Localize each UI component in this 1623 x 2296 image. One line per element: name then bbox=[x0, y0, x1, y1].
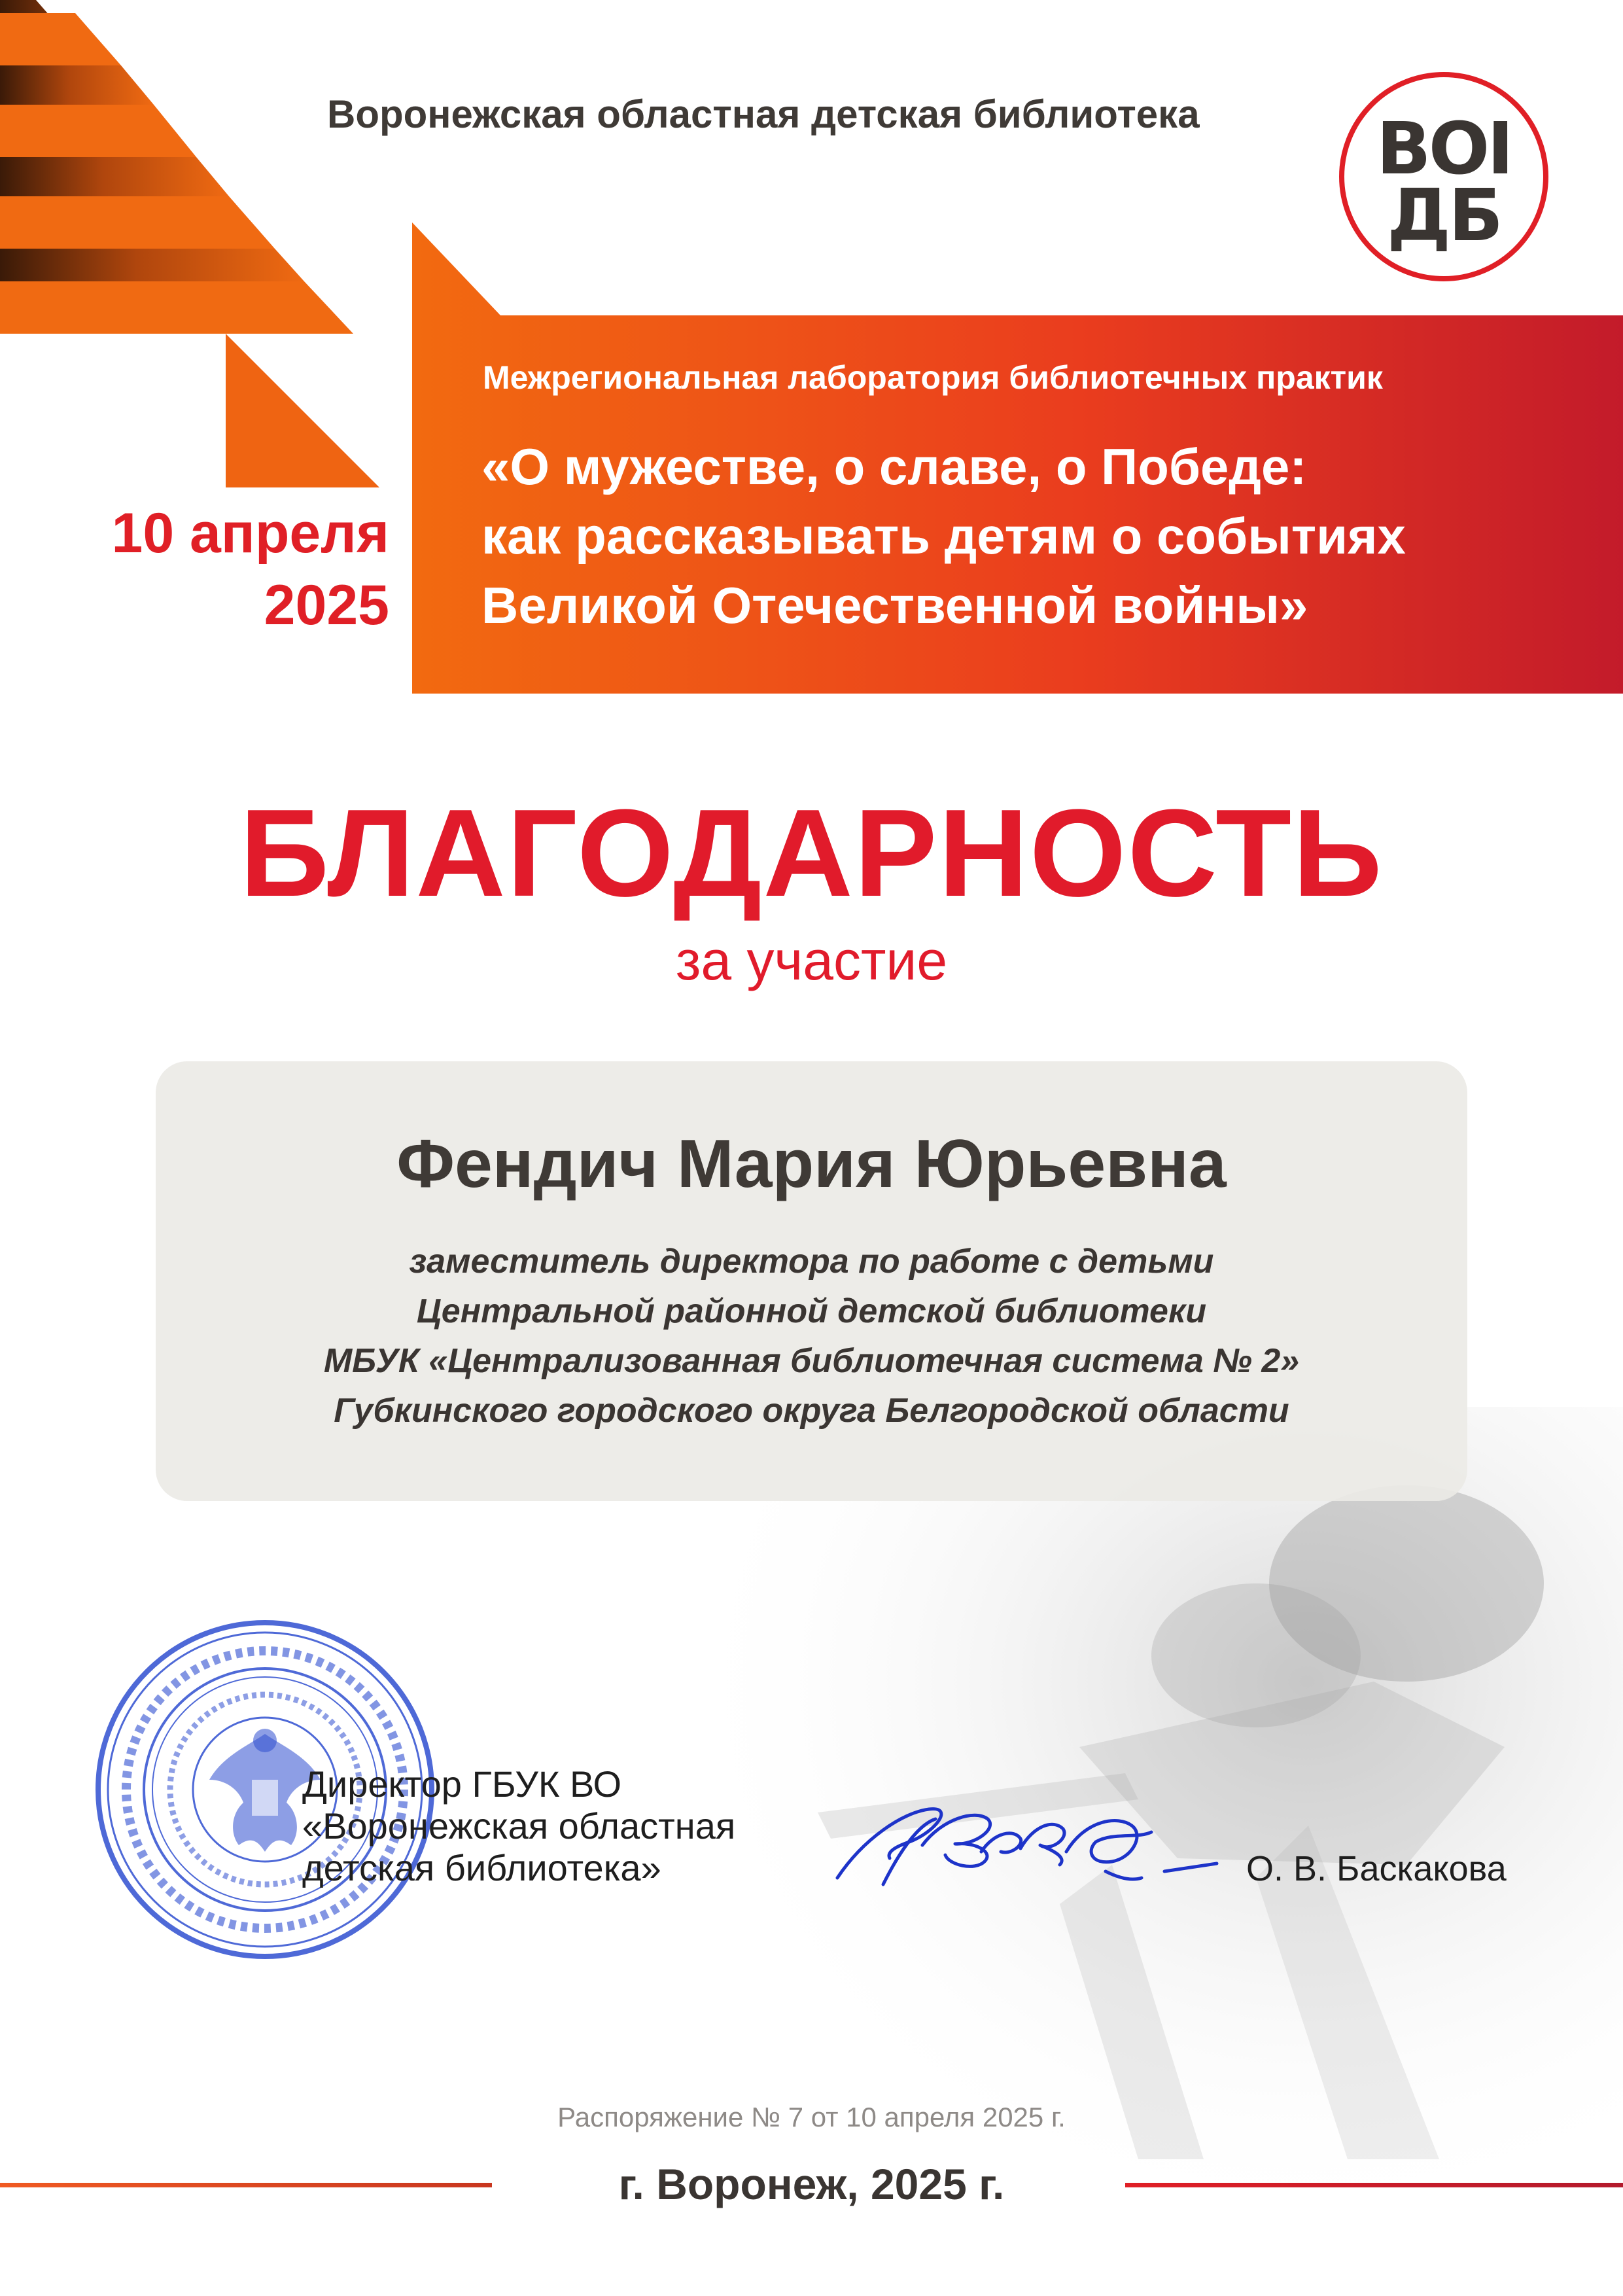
city-year: г. Воронеж, 2025 г. bbox=[618, 2160, 1005, 2208]
recipient-position bbox=[156, 1237, 1467, 1436]
signatory-name: О. В. Баскакова bbox=[1246, 1849, 1507, 1888]
position-line: заместитель директора по работе с детьми bbox=[409, 1243, 1214, 1280]
event-date bbox=[39, 497, 389, 641]
logo-top-letters: ВОI bbox=[1376, 107, 1512, 190]
event-title-line: «О мужестве, о славе, о Победе: bbox=[481, 438, 1307, 495]
lab-title: Межрегиональная лаборатория библиотечных практик bbox=[483, 359, 1383, 396]
event-title-line: как рассказывать детям о событиях bbox=[481, 507, 1406, 565]
signatory-title-line: Директор ГБУК ВО bbox=[302, 1763, 622, 1805]
signatory-title-line: детская библиотека» bbox=[302, 1847, 661, 1888]
handwritten-signature bbox=[824, 1780, 1230, 1911]
decree-reference: Распоряжение № 7 от 10 апреля 2025 г. bbox=[557, 2102, 1066, 2132]
position-line: Губкинского городского округа Белгородской области bbox=[334, 1392, 1289, 1430]
certificate-subheading: за участие bbox=[675, 930, 948, 991]
logo-bottom-letters: ДБ bbox=[1387, 173, 1501, 257]
st-george-ribbon-graphic bbox=[0, 0, 393, 497]
position-line: МБУК «Централизованная библиотечная система № 2» bbox=[323, 1342, 1300, 1380]
recipient-name: Фендич Мария Юрьевна bbox=[396, 1126, 1227, 1202]
event-title-line: Великой Отечественной войны» bbox=[481, 576, 1308, 634]
footer-divider-right bbox=[1125, 2183, 1623, 2187]
event-date-year: 2025 bbox=[264, 574, 389, 637]
organization-name: Воронежская областная детская библиотека bbox=[327, 92, 1200, 136]
position-line: Центральной районной детской библиотеки bbox=[416, 1292, 1207, 1330]
event-title bbox=[481, 432, 1607, 640]
signatory-title-line: «Воронежская областная bbox=[302, 1805, 736, 1846]
event-date-day: 10 апреля bbox=[111, 502, 389, 565]
certificate-heading: БЛАГОДАРНОСТЬ bbox=[239, 784, 1384, 923]
signatory-title bbox=[302, 1763, 812, 1889]
